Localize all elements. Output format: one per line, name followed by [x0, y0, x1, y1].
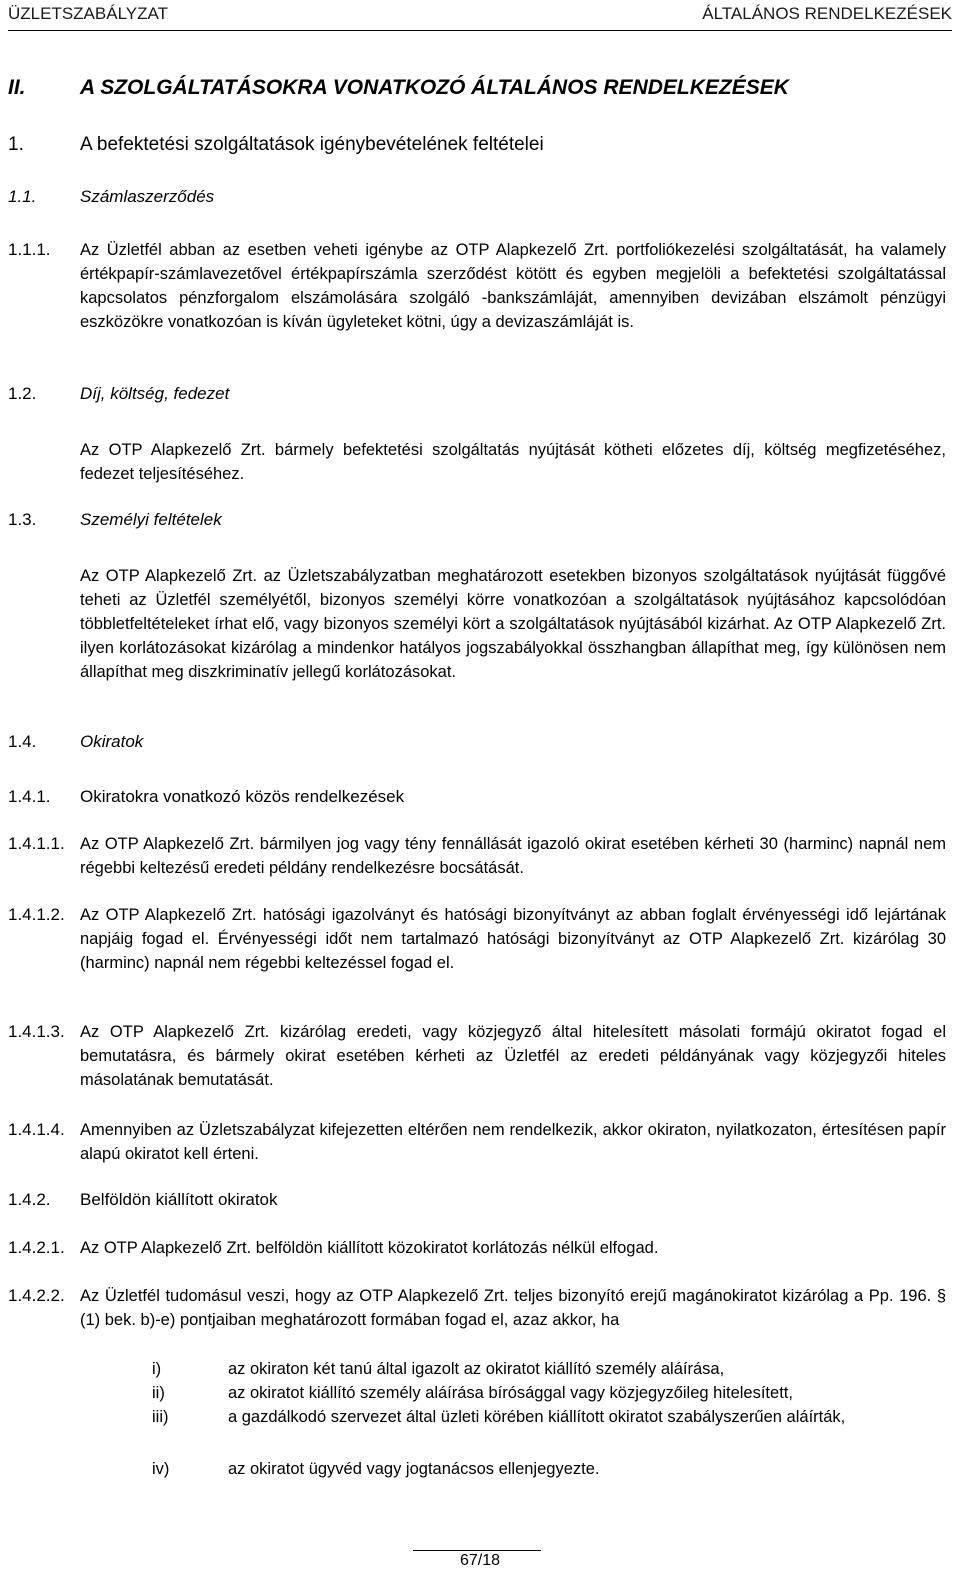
- section-1-1-1-number: 1.1.1.: [8, 240, 51, 259]
- section-1-4-1-2-text: Az OTP Alapkezelő Zrt. hatósági igazolványt és hatósági bizonyítványt az abban foglalt érvényességi idő lejártának napjáig fogad el. Érvényességi időt nem tartalmazó hatósági bizonyítványt az OTP Alapkezelő Zrt. kizárólag 30 (harminc) napnál nem régebbi keltezéssel fogad el.: [80, 906, 946, 972]
- section-1-3-title: Személyi feltételek: [80, 510, 222, 529]
- list-item-text: az okiraton két tanú által igazolt az okiratot kiállító személy aláírása,: [228, 1360, 725, 1378]
- list-item-number: ii): [152, 1384, 165, 1402]
- section-1-2-number: 1.2.: [8, 384, 37, 403]
- section-1-4-1-2-number: 1.4.1.2.: [8, 905, 65, 924]
- section-1-4-1-3-number: 1.4.1.3.: [8, 1022, 65, 1041]
- section-1-4-1-3-text: Az OTP Alapkezelő Zrt. kizárólag eredeti, vagy közjegyző által hitelesített másolati formájú okiratot fogad el bemutatásra, és bármely okirat esetében kérheti az Üzletfél az eredeti példányának vagy közjegyzői hiteles másolatának bemutatását.: [80, 1023, 946, 1089]
- header-rule: [8, 30, 952, 31]
- section-1-4-1-1-number: 1.4.1.1.: [8, 834, 65, 853]
- section-1-4-title: Okiratok: [80, 732, 144, 751]
- list-item-text: az okiratot ügyvéd vagy jogtanácsos ellenjegyezte.: [228, 1460, 600, 1478]
- list-item-number: iii): [152, 1408, 169, 1426]
- chapter-number: II.: [8, 76, 26, 99]
- section-1-2-title: Díj, költség, fedezet: [80, 384, 230, 403]
- section-1-4-2-number: 1.4.2.: [8, 1190, 51, 1209]
- section-1-2-text: Az OTP Alapkezelő Zrt. bármely befektetési szolgáltatás nyújtását kötheti előzetes díj, költség megfizetéséhez, fedezet teljesítéséhez.: [80, 441, 946, 483]
- list-item-text: a gazdálkodó szervezet által üzleti körében kiállított okiratot szabályszerűen aláírták,: [228, 1408, 846, 1426]
- section-1-1-title: Számlaszerződés: [80, 187, 215, 206]
- section-1-4-2-2-text: Az Üzletfél tudomásul veszi, hogy az OTP Alapkezelő Zrt. teljes bizonyító erejű magánokiratot kizárólag a Pp. 196. § (1) bek. b)-e) pontjaiban meghatározott formában fogad el, azaz akkor, ha: [80, 1287, 946, 1329]
- section-1-4-number: 1.4.: [8, 732, 37, 751]
- section-1-4-1-4-text: Amennyiben az Üzletszabályzat kifejezetten eltérően nem rendelkezik, akkor okiraton, nyilatkozaton, értesítésen papír alapú okiratot kell érteni.: [80, 1121, 946, 1163]
- running-header: [8, 4, 952, 26]
- section-1-4-2-1-text: Az OTP Alapkezelő Zrt. belföldön kiállított közokiratot korlátozás nélkül elfogad.: [80, 1239, 659, 1257]
- section-1-4-1-number: 1.4.1.: [8, 787, 51, 806]
- section-1-3-number: 1.3.: [8, 510, 37, 529]
- list-item-number: i): [152, 1360, 162, 1378]
- section-1-4-2-2-number: 1.4.2.2.: [8, 1286, 65, 1305]
- section-1-number: 1.: [8, 134, 24, 155]
- chapter-title: A SZOLGÁLTATÁSOKRA VONATKOZÓ ÁLTALÁNOS RENDELKEZÉSEK: [80, 76, 789, 99]
- page-number: 67/18: [459, 1552, 501, 1569]
- list-item-text: az okiratot kiállító személy aláírása bírósággal vagy közjegyzőileg hitelesített,: [228, 1384, 793, 1402]
- section-1-3-text: Az OTP Alapkezelő Zrt. az Üzletszabályzatban meghatározott esetekben bizonyos szolgáltatások nyújtását függővé teheti az Üzletfél személyétől, bizonyos személyi körre vonatkozóan a szolgáltatások nyújtásához kapcsolódóan többletfeltételeket írhat elő, vagy bizonyos személyi kört a szolgáltatások nyújtásából kizárhat. Az OTP Alapkezelő Zrt. ilyen korlátozásokat kizárólag a mindenkor hatályos jogszabályokkal összhangban állapíthat meg, így különösen nem állapíthat meg diszkriminatív jellegű korlátozásokat.: [80, 567, 946, 681]
- section-1-4-1-1-text: Az OTP Alapkezelő Zrt. bármilyen jog vagy tény fennállását igazoló okirat esetében kérheti 30 (harminc) napnál nem régebbi keltezésű eredeti példány rendelkezésre bocsátását.: [80, 835, 946, 877]
- header-right: ÁLTALÁNOS RENDELKEZÉSEK: [702, 4, 952, 23]
- section-1-4-2-title: Belföldön kiállított okiratok: [80, 1190, 278, 1209]
- list-item-number: iv): [152, 1460, 170, 1478]
- section-1-1-number: 1.1.: [8, 187, 37, 206]
- section-1-4-1-4-number: 1.4.1.4.: [8, 1120, 65, 1139]
- footer-rule: [413, 1550, 541, 1551]
- section-1-4-2-1-number: 1.4.2.1.: [8, 1238, 65, 1257]
- section-1-title: A befektetési szolgáltatások igénybevételének feltételei: [80, 134, 544, 155]
- section-1-1-1-text: Az Üzletfél abban az esetben veheti igénybe az OTP Alapkezelő Zrt. portfoliókezelési szolgáltatását, ha valamely értékpapír-számlavezetővel értékpapírszámla szerződést kötött és egyben megjelöli a befektetési szolgáltatással kapcsolatos pénzforgalom elszámolására szolgáló -bankszámláját, amennyiben devizában elszámolt pénzügyi eszközökre vonatkozóan is kíván ügyleteket kötni, úgy a devizaszámláját is.: [80, 241, 946, 331]
- section-1-4-1-title: Okiratokra vonatkozó közös rendelkezések: [80, 787, 405, 806]
- header-left: ÜZLETSZABÁLYZAT: [8, 4, 168, 23]
